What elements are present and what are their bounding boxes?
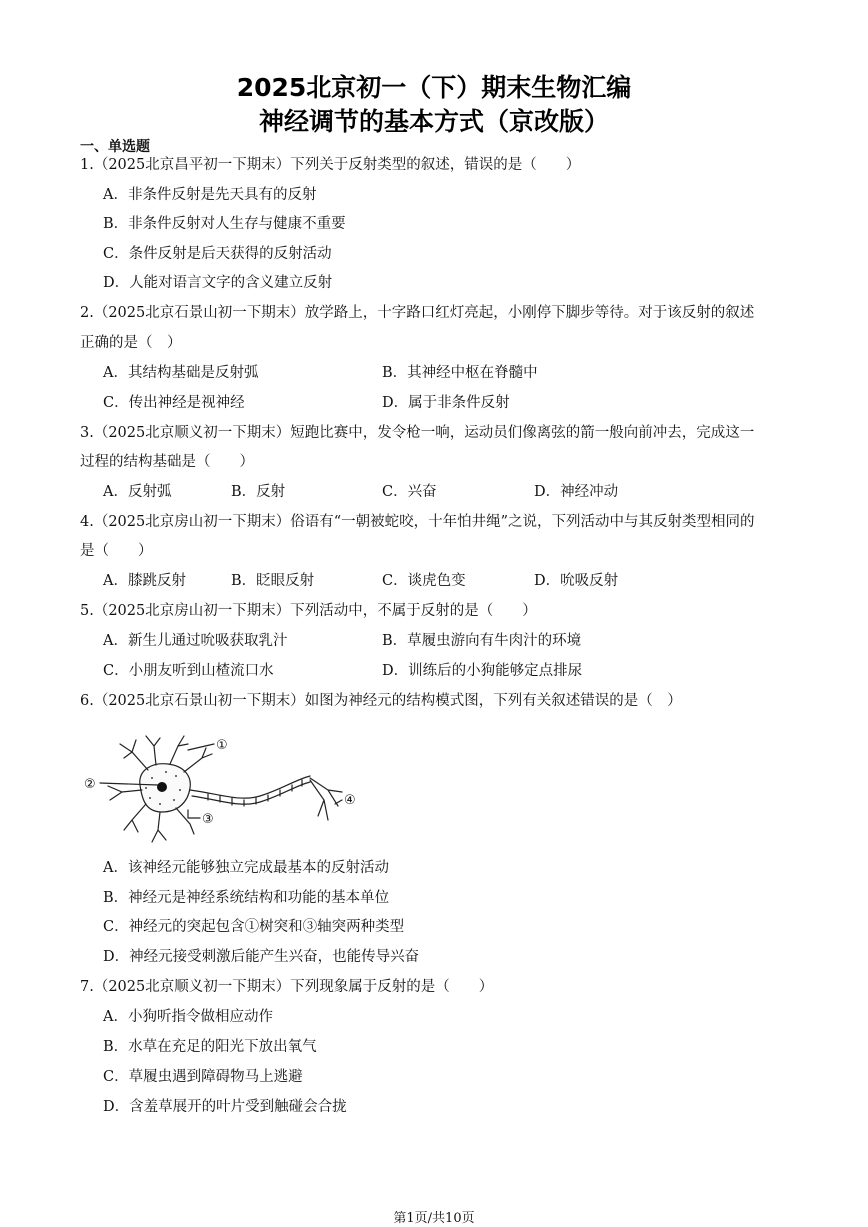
neuron-diagram xyxy=(80,730,370,850)
question-3-option-d: D．神经冲动 xyxy=(534,484,619,500)
question-1-option-d: D．人能对语言文字的含义建立反射 xyxy=(103,275,333,291)
question-1-option-c: C．条件反射是后天获得的反射活动 xyxy=(103,246,332,262)
figure-label-3: ③ xyxy=(202,812,214,827)
question-7-option-d: D．含羞草展开的叶片受到触碰会合拢 xyxy=(103,1099,347,1115)
question-5-stem: 5.（2025北京房山初一下期末）下列活动中，不属于反射的是（ ） xyxy=(80,603,537,619)
question-4-option-b: B．眨眼反射 xyxy=(231,573,315,589)
question-4-stem: 4.（2025北京房山初一下期末）俗语有“一朝被蛇咬，十年怕井绳”之说，下列活动中与其反射类型相同的 xyxy=(80,514,755,530)
question-6-option-c: C．神经元的突起包含①树突和③轴突两种类型 xyxy=(103,919,405,935)
question-7-stem: 7.（2025北京顺义初一下期末）下列现象属于反射的是（ ） xyxy=(80,979,494,995)
question-2-option-a: A．其结构基础是反射弧 xyxy=(103,365,259,381)
section-heading: 一、单选题 xyxy=(80,139,150,155)
question-6-option-d: D．神经元接受刺激后能产生兴奋，也能传导兴奋 xyxy=(103,949,420,965)
question-2-option-c: C．传出神经是视神经 xyxy=(103,395,245,411)
question-1-option-b: B．非条件反射对人生存与健康不重要 xyxy=(103,216,346,232)
question-7-option-a: A．小狗听指令做相应动作 xyxy=(103,1009,273,1025)
document-subtitle: 神经调节的基本方式（京改版） xyxy=(258,107,609,136)
question-6-stem: 6.（2025北京石景山初一下期末）如图为神经元的结构模式图，下列有关叙述错误的是（ ） xyxy=(80,693,682,709)
figure-label-4: ④ xyxy=(344,793,356,808)
question-6-option-b: B．神经元是神经系统结构和功能的基本单位 xyxy=(103,890,390,906)
figure-label-2: ② xyxy=(84,777,96,792)
question-5-option-a: A．新生儿通过吮吸获取乳汁 xyxy=(103,633,288,649)
nucleus-dot xyxy=(157,782,167,792)
question-2-stem: 2.（2025北京石景山初一下期末）放学路上，十字路口红灯亮起，小刚停下脚步等待。对于该反射的叙述 xyxy=(80,305,755,321)
page-footer: 第1页/共10页 xyxy=(393,1211,475,1226)
question-5-option-b: B．草履虫游向有牛肉汁的环境 xyxy=(382,633,582,649)
question-4-option-c: C．谈虎色变 xyxy=(382,573,466,589)
question-3-stem-cont: 过程的结构基础是（ ） xyxy=(80,454,254,470)
question-5-option-c: C．小朋友听到山楂流口水 xyxy=(103,663,274,679)
question-3-option-a: A．反射弧 xyxy=(103,484,172,500)
question-4-stem-cont: 是（ ） xyxy=(80,543,153,559)
question-1-stem: 1.（2025北京昌平初一下期末）下列关于反射类型的叙述，错误的是（ ） xyxy=(80,157,581,173)
question-2-option-d: D．属于非条件反射 xyxy=(382,395,510,411)
question-3-option-b: B．反射 xyxy=(231,484,286,500)
question-7-option-c: C．草履虫遇到障碍物马上逃避 xyxy=(103,1069,303,1085)
figure-label-1: ① xyxy=(216,738,228,753)
question-2-stem-cont: 正确的是（ ） xyxy=(80,335,182,351)
question-4-option-a: A．膝跳反射 xyxy=(103,573,186,589)
question-3-stem: 3.（2025北京顺义初一下期末）短跑比赛中，发令枪一响，运动员们像离弦的箭一般向前冲去，完成这一 xyxy=(80,425,755,441)
question-6-option-a: A．该神经元能够独立完成最基本的反射活动 xyxy=(103,860,389,876)
question-1-option-a: A．非条件反射是先天具有的反射 xyxy=(103,187,317,203)
question-5-option-d: D．训练后的小狗能够定点排尿 xyxy=(382,663,583,679)
question-2-option-b: B．其神经中枢在脊髓中 xyxy=(382,365,538,381)
document-title: 2025北京初一（下）期末生物汇编 xyxy=(236,73,632,102)
question-4-option-d: D．吮吸反射 xyxy=(534,573,619,589)
question-3-option-c: C．兴奋 xyxy=(382,484,437,500)
question-7-option-b: B．水草在充足的阳光下放出氧气 xyxy=(103,1039,317,1055)
